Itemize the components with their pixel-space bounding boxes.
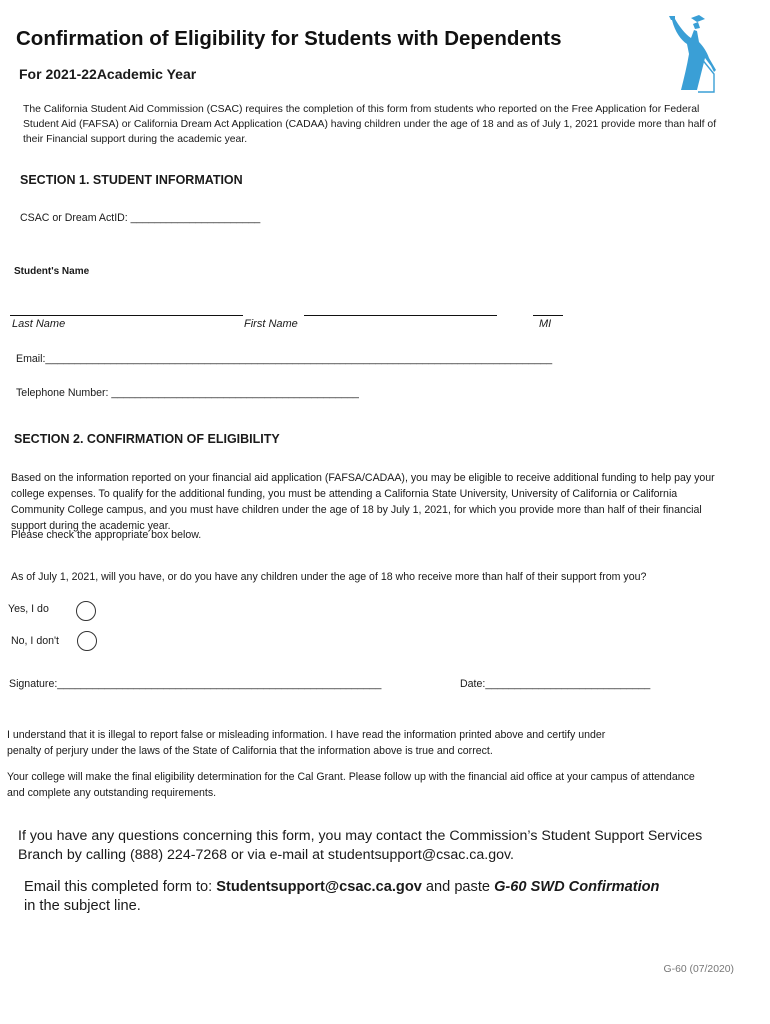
support-email-link[interactable]: Studentsupport@csac.ca.gov — [216, 879, 422, 895]
intro-paragraph: The California Student Aid Commission (CSAC) requires the completion of this form from students who reported on the Free Application for Federal Student Aid (FAFSA) or California Dream Act Application (CADAA) having children under the age of 18 and as of July 1, 2021 provide more than half of their Financial support during the academic year. — [23, 104, 717, 145]
final-determination-note: Your college will make the final eligibility determination for the Cal Grant. Please follow up with the financial aid office at your campus of attendance and complete any outstanding requirements. — [7, 771, 695, 799]
email-instructions-suffix: in the subject line. — [24, 898, 141, 914]
mi-caption: MI — [539, 318, 552, 330]
csac-graduate-logo-icon — [667, 14, 717, 94]
eligibility-question: As of July 1, 2021, will you have, or do you have any children under the age of 18 who receive more than half of their support from you? — [11, 571, 647, 583]
yes-option-label: Yes, I do — [8, 603, 49, 615]
email-instructions-middle: and paste — [421, 879, 495, 895]
page-title: Confirmation of Eligibility for Students with Dependents — [16, 27, 562, 50]
yes-radio-button[interactable] — [76, 601, 96, 621]
no-radio-button[interactable] — [77, 631, 97, 651]
check-box-note: Please check the appropriate box below. — [11, 529, 202, 541]
academic-year-subtitle: For 2021-22Academic Year — [19, 66, 197, 82]
last-name-input-line[interactable] — [10, 315, 243, 316]
section-1-heading: SECTION 1. STUDENT INFORMATION — [20, 173, 243, 187]
email-subject-text: G-60 SWD Confirmation — [494, 879, 660, 895]
first-name-input-line[interactable] — [304, 315, 497, 316]
middle-initial-input-line[interactable] — [533, 315, 563, 316]
email-instructions — [24, 878, 724, 916]
date-field[interactable]: Date:____________________________ — [460, 678, 651, 690]
first-name-caption: First Name — [244, 318, 298, 330]
telephone-field[interactable]: Telephone Number: __________________________________________ — [16, 387, 359, 399]
eligibility-body: Based on the information reported on your financial aid application (FAFSA/CADAA), you may be eligible to receive additional funding to help pay your college expenses. To qualify for the additional funding, you must be attending a California State University, University of California or California Community College campus, and you must have children under the age of 18 by July 1, 2021, for which you provide more than half of their financial support during the academic year. — [11, 472, 715, 532]
signature-field[interactable]: Signature:_______________________________________________________ — [9, 678, 382, 690]
last-name-caption: Last Name — [12, 318, 66, 330]
students-name-label: Student's Name — [14, 266, 90, 277]
section-2-heading: SECTION 2. CONFIRMATION OF ELIGIBILITY — [14, 432, 280, 446]
no-option-label: No, I don't — [11, 635, 59, 647]
certification-statement: I understand that it is illegal to report false or misleading information. I have read the information printed above and certify under penalty of perjury under the laws of the State of California that the information above is true and correct. — [7, 729, 606, 757]
email-instructions-prefix: Email this completed form to: — [24, 879, 217, 895]
form-code: G-60 (07/2020) — [663, 964, 734, 975]
email-field[interactable]: Email:______________________________________________________________________________________ — [16, 353, 553, 365]
questions-contact-paragraph: If you have any questions concerning this form, you may contact the Commission’s Student Support Services Branch by calling (888) 224-7268 or via e-mail at studentsupport@csac.ca.gov. — [18, 828, 703, 863]
csac-id-field[interactable]: CSAC or Dream ActID: ______________________ — [20, 212, 261, 224]
